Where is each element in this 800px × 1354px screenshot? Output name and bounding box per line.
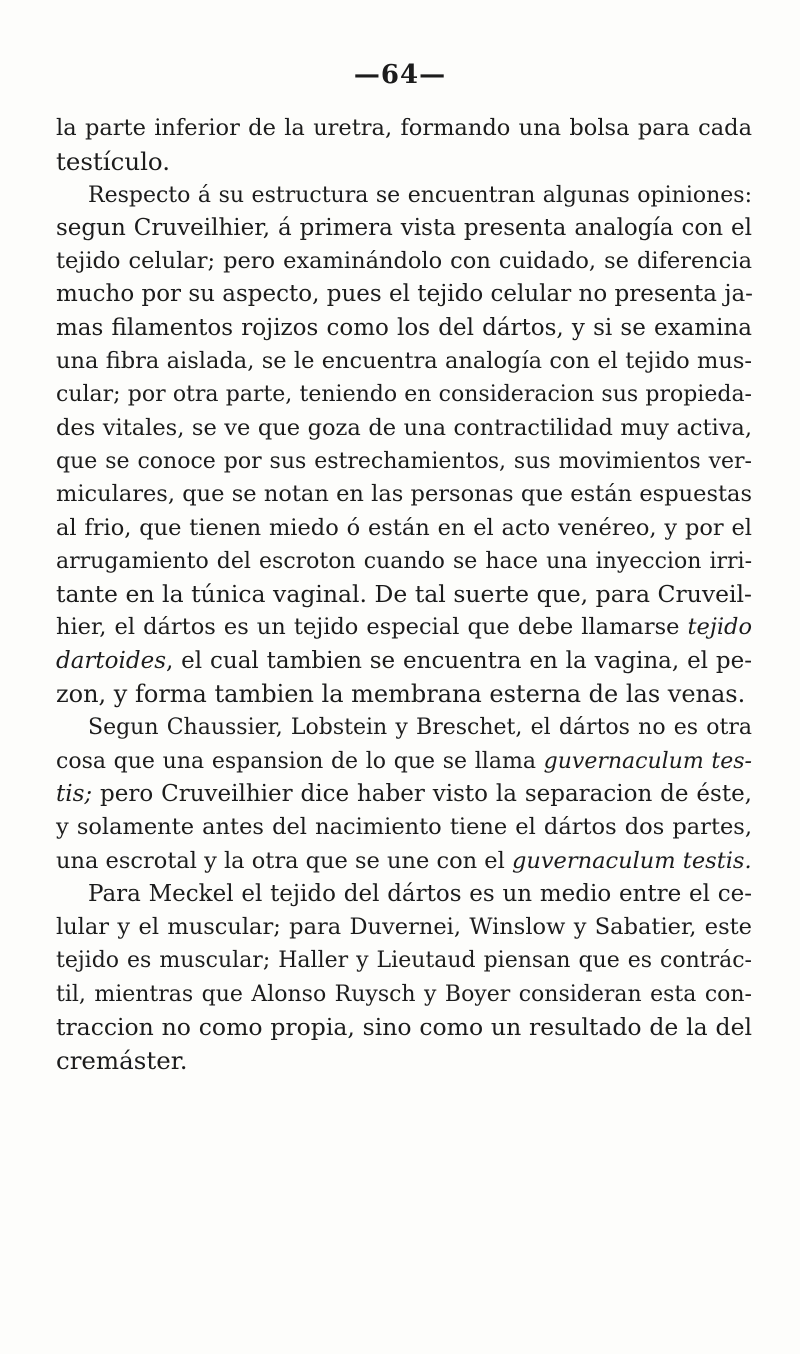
text-line: que se conoce por sus estrechamientos, sus movimientos ver- — [56, 448, 752, 474]
italic-term: dartoides — [56, 647, 167, 674]
paragraph-start-line: Segun Chaussier, Lobstein y Breschet, el dártos no es otra — [88, 715, 752, 741]
text-line: arrugamiento del escroton cuando se hace una inyeccion irri- — [56, 548, 752, 574]
text-line: mas filamentos rojizos como los del dártos, y si se examina — [56, 314, 752, 341]
text-line — [56, 778, 752, 811]
text-line: segun Cruveilhier, á primera vista presenta analogía con el — [56, 214, 752, 241]
text-line: miculares, que se notan en las personas que están espuestas — [56, 481, 752, 508]
text-line: al frio, que tienen miedo ó están en el acto venéreo, y por el — [56, 514, 752, 541]
italic-term: guvernaculum tes- — [543, 748, 752, 774]
italic-term: tejido — [687, 614, 752, 641]
page-number: —64— — [353, 60, 447, 90]
text-segment: hier, el dártos es un tejido especial que debe llamarse — [56, 614, 688, 641]
text-line: til, mientras que Alonso Ruysch y Boyer consideran esta con- — [56, 981, 752, 1007]
text-segment: pero Cruveilhier dice haber visto la separacion de éste, — [92, 780, 752, 807]
text-line: tejido es muscular; Haller y Lieutaud piensan que es contrác- — [56, 948, 752, 974]
text-line: des vitales, se ve que goza de una contractilidad muy activa, — [56, 414, 752, 441]
text-line: traccion no como propia, sino como un resultado de la del — [56, 1013, 752, 1042]
italic-term: guvernaculum testis. — [511, 847, 752, 874]
text-line: y solamente antes del nacimiento tiene el dártos dos partes, — [56, 814, 752, 841]
text-line: testículo. — [56, 147, 171, 177]
paragraph-start-line: Para Meckel el tejido del dártos es un medio entre el ce- — [88, 880, 752, 907]
paragraph-start-line: Respecto á su estructura se encuentran algunas opiniones: — [88, 182, 752, 208]
text-line: zon, y forma tambien la membrana esterna de las venas. — [56, 680, 746, 709]
body-text — [56, 112, 752, 1078]
text-line — [56, 611, 752, 644]
text-line: una fibra aislada, se le encuentra analogía con el tejido mus- — [56, 348, 752, 375]
text-segment: , el cual tambien se encuentra en la vagina, el pe- — [166, 647, 752, 674]
text-segment: una escrotal y la otra que se une con el — [56, 847, 512, 874]
text-line — [56, 845, 752, 878]
text-segment: cosa que una espansion de lo que se llama — [56, 748, 544, 774]
text-line: cremáster. — [56, 1046, 188, 1076]
text-line: tejido celular; pero examinándolo con cuidado, se diferencia — [56, 248, 752, 275]
text-line — [56, 745, 752, 778]
text-line: la parte inferior de la uretra, formando una bolsa para cada — [56, 115, 752, 141]
text-line: lular y el muscular; para Duvernei, Winslow y Sabatier, este — [56, 914, 752, 941]
text-line — [56, 645, 752, 678]
text-line: cular; por otra parte, teniendo en consideracion sus propieda- — [56, 382, 752, 408]
text-line: tante en la túnica vaginal. De tal suerte que, para Cruveil- — [56, 580, 752, 609]
italic-term: tis; — [56, 780, 93, 807]
text-line: mucho por su aspecto, pues el tejido celular no presenta ja- — [56, 281, 753, 308]
